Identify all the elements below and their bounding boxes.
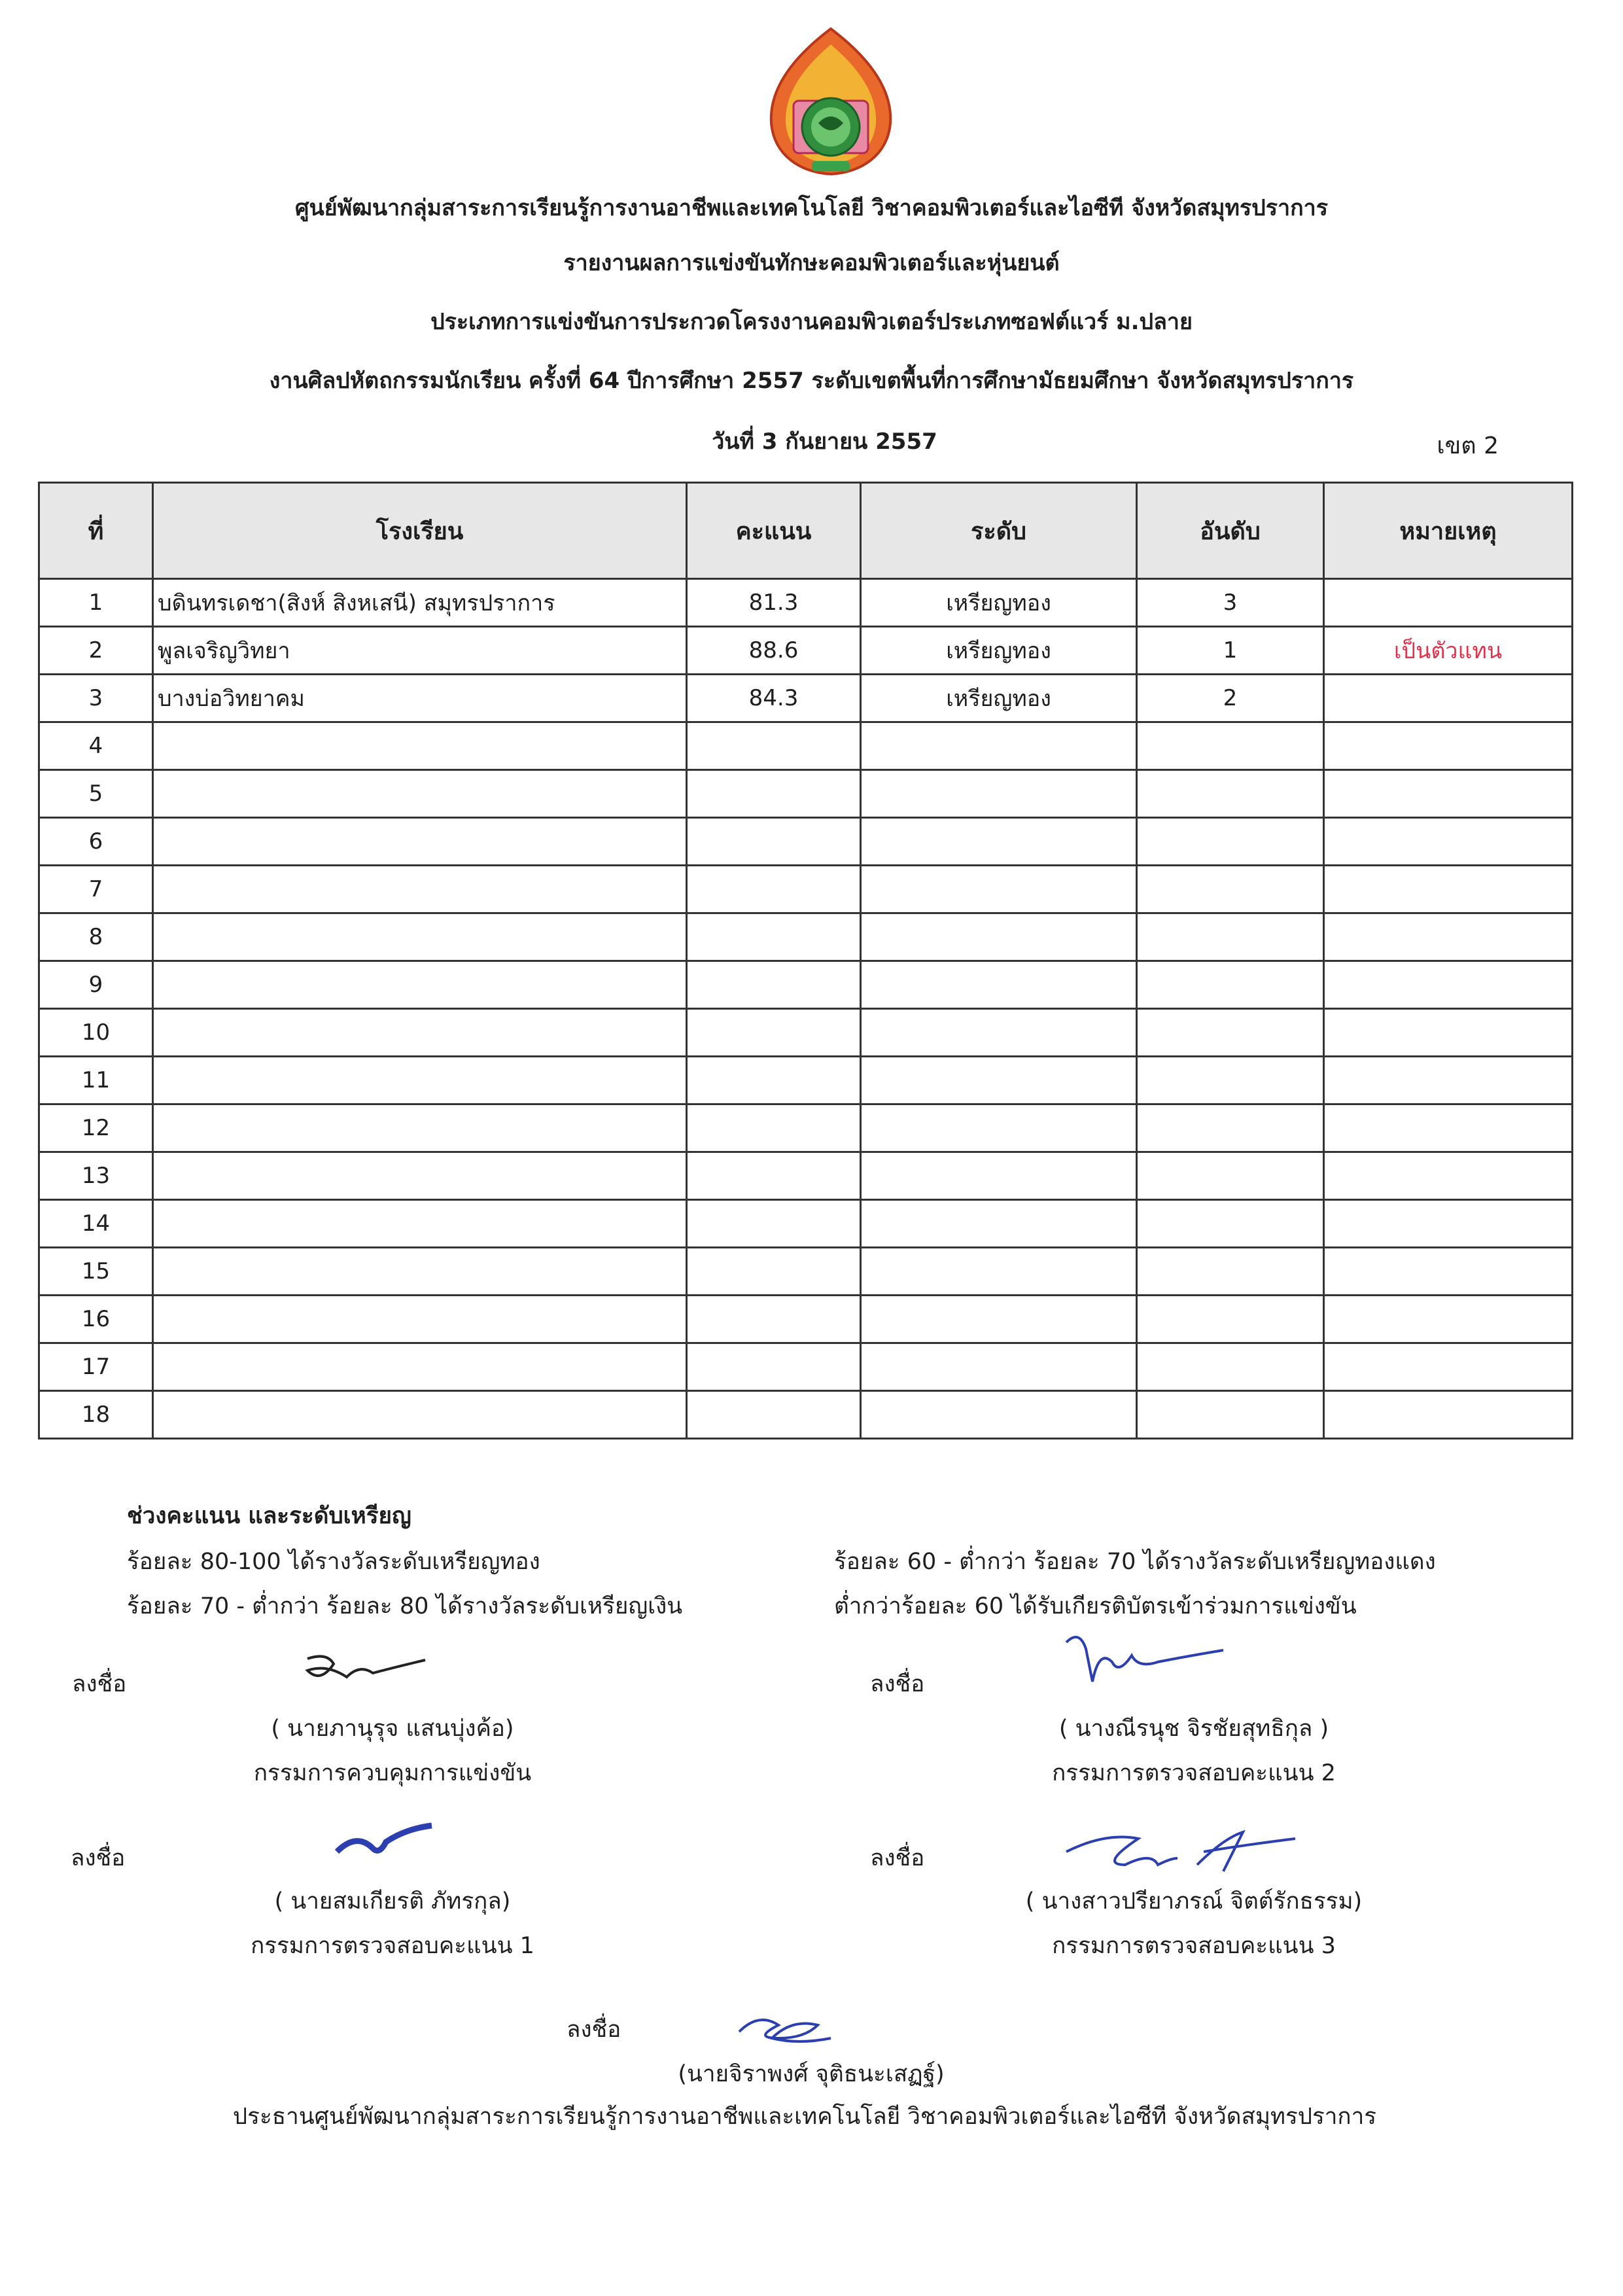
date-line: วันที่ 3 กันยายน 2557 [712,429,937,455]
range-bronze: ร้อยละ 60 - ต่ำกว่า ร้อยละ 70 ได้รางวัลระดับเหรียญทองแดง [834,1549,1436,1575]
cell-school [153,1200,687,1248]
cell-level: เหรียญทอง [861,579,1137,627]
cell-note [1324,818,1573,866]
cell-no: 14 [39,1200,153,1248]
cell-school [153,1009,687,1057]
cell-score [687,866,861,913]
cell-school [153,1248,687,1296]
cell-score [687,818,861,866]
cell-rank [1137,961,1324,1009]
cell-score: 88.6 [687,627,861,675]
header-line-1: ศูนย์พัฒนากลุ่มสาระการเรียนรู้การงานอาชีพและเทคโนโลยี วิชาคอมพิวเตอร์และไอซีที จังหวัดสมุทรปราการ [294,195,1329,221]
cell-no: 17 [39,1343,153,1391]
table-row [39,913,1573,961]
cell-rank [1137,1248,1324,1296]
cell-score [687,1200,861,1248]
signature-4-image [1053,1826,1315,1884]
cell-school [153,1343,687,1391]
signer-3-name: ( นายสมเกียรติ ภัทรกุล) [274,1888,511,1915]
cell-school [153,1296,687,1343]
cell-note [1324,1057,1573,1104]
header-line-4: งานศิลปหัตถกรรมนักเรียน ครั้งที่ 64 ปีการศึกษา 2557 ระดับเขตพื้นที่การศึกษามัธยมศึกษา จังหวัดสมุทรปราการ [269,368,1354,394]
cell-note [1324,722,1573,770]
cell-score [687,770,861,818]
table-row [39,722,1573,770]
cell-score [687,1343,861,1391]
cell-note [1324,1152,1573,1200]
cell-note [1324,1296,1573,1343]
emblem-logo [762,25,899,177]
chair-name: (นายจิราพงศ์ จุติธนะเสฏฐ์) [678,2061,945,2087]
cell-note [1324,1343,1573,1391]
table-row [39,1343,1573,1391]
cell-school [153,913,687,961]
table-row [39,1200,1573,1248]
column-header-rank: อันดับ [1137,483,1324,579]
cell-no: 7 [39,866,153,913]
zone-label: เขต 2 [1437,433,1499,459]
cell-level [861,1009,1137,1057]
range-gold: ร้อยละ 80-100 ได้รางวัลระดับเหรียญทอง [127,1549,540,1575]
chair-role: ประธานศูนย์พัฒนากลุ่มสาระการเรียนรู้การงานอาชีพและเทคโนโลยี วิชาคอมพิวเตอร์และไอซีที จังหวัดสมุทรปราการ [232,2104,1377,2130]
cell-no: 18 [39,1391,153,1439]
table-row [39,675,1573,722]
cell-no: 13 [39,1152,153,1200]
cell-score [687,1104,861,1152]
cell-level [861,961,1137,1009]
cell-level [861,770,1137,818]
column-header-note: หมายเหตุ [1324,483,1573,579]
cell-rank [1137,1343,1324,1391]
cell-rank [1137,913,1324,961]
cell-rank [1137,1057,1324,1104]
cell-score [687,1296,861,1343]
cell-school [153,818,687,866]
results-table-body [39,579,1573,1439]
table-row [39,1104,1573,1152]
cell-school: บางบ่อวิทยาคม [153,675,687,722]
cell-note [1324,1009,1573,1057]
cell-level [861,1343,1137,1391]
signature-2-image [1053,1623,1230,1695]
cell-note [1324,961,1573,1009]
cell-no: 15 [39,1248,153,1296]
cell-score [687,961,861,1009]
cell-school: พูลเจริญวิทยา [153,627,687,675]
cell-school [153,866,687,913]
column-header-score: คะแนน [687,483,861,579]
cell-no: 11 [39,1057,153,1104]
sign-label-1: ลงชื่อ [72,1671,127,1697]
table-row [39,770,1573,818]
cell-score [687,913,861,961]
cell-level [861,818,1137,866]
cell-level [861,1057,1137,1104]
cell-score [687,1009,861,1057]
header-line-3: ประเภทการแข่งขันการประกวดโครงงานคอมพิวเตอร์ประเภทซอฟต์แวร์ ม.ปลาย [430,309,1193,335]
cell-score: 81.3 [687,579,861,627]
cell-rank: 1 [1137,627,1324,675]
cell-level [861,1104,1137,1152]
cell-rank: 2 [1137,675,1324,722]
cell-school [153,1057,687,1104]
signer-2-name: ( นางณีรนุช จิรชัยสุทธิกุล ) [1058,1716,1329,1742]
cell-note [1324,913,1573,961]
cell-level [861,722,1137,770]
cell-score [687,1057,861,1104]
cell-note [1324,579,1573,627]
cell-level [861,1296,1137,1343]
cell-no: 10 [39,1009,153,1057]
cell-score [687,1391,861,1439]
table-row [39,579,1573,627]
cell-no: 6 [39,818,153,866]
sign-label-5: ลงชื่อ [567,2017,621,2043]
cell-rank [1137,1296,1324,1343]
table-header-row [39,483,1573,579]
column-header-level: ระดับ [861,483,1137,579]
cell-score: 84.3 [687,675,861,722]
cell-note [1324,1391,1573,1439]
cell-rank [1137,722,1324,770]
sign-label-4: ลงชื่อ [870,1845,925,1871]
cell-rank [1137,1009,1324,1057]
cell-rank [1137,1104,1324,1152]
table-row [39,866,1573,913]
cell-rank [1137,770,1324,818]
range-participation: ต่ำกว่าร้อยละ 60 ได้รับเกียรติบัตรเข้าร่วมการแข่งขัน [834,1593,1357,1619]
table-row [39,1248,1573,1296]
table-row [39,1057,1573,1104]
cell-no: 3 [39,675,153,722]
cell-no: 12 [39,1104,153,1152]
header-line-2: รายงานผลการแข่งขันทักษะคอมพิวเตอร์และหุ่นยนต์ [563,250,1060,276]
cell-school: บดินทรเดชา(สิงห์ สิงหเสนี) สมุทรปราการ [153,579,687,627]
signer-1-role: กรรมการควบคุมการแข่งขัน [253,1760,532,1786]
sign-label-3: ลงชื่อ [71,1845,126,1871]
range-silver: ร้อยละ 70 - ต่ำกว่า ร้อยละ 80 ได้รางวัลระดับเหรียญเงิน [127,1593,683,1619]
cell-school [153,770,687,818]
cell-no: 5 [39,770,153,818]
cell-school [153,722,687,770]
cell-score [687,1152,861,1200]
cell-no: 8 [39,913,153,961]
cell-level: เหรียญทอง [861,675,1137,722]
cell-score [687,722,861,770]
sign-label-2: ลงชื่อ [870,1671,925,1697]
cell-rank [1137,1200,1324,1248]
table-row [39,818,1573,866]
cell-score [687,1248,861,1296]
cell-no: 1 [39,579,153,627]
table-row [39,1009,1573,1057]
signature-3-image [327,1819,438,1865]
cell-no: 4 [39,722,153,770]
signer-4-name: ( นางสาวปรียาภรณ์ จิตต์รักธรรม) [1025,1888,1363,1915]
cell-note [1324,1200,1573,1248]
table-row [39,627,1573,675]
table-row [39,961,1573,1009]
cell-note [1324,866,1573,913]
cell-level [861,1152,1137,1200]
cell-rank [1137,818,1324,866]
cell-level [861,1200,1137,1248]
cell-rank [1137,1152,1324,1200]
column-header-school: โรงเรียน [153,483,687,579]
cell-note [1324,770,1573,818]
signer-2-role: กรรมการตรวจสอบคะแนน 2 [1052,1760,1336,1786]
cell-level [861,1391,1137,1439]
signer-4-role: กรรมการตรวจสอบคะแนน 3 [1052,1933,1336,1959]
column-header-no: ที่ [39,483,153,579]
cell-rank [1137,1391,1324,1439]
cell-rank: 3 [1137,579,1324,627]
cell-note [1324,1104,1573,1152]
cell-note: เป็นตัวแทน [1324,627,1573,675]
cell-level: เหรียญทอง [861,627,1137,675]
cell-note [1324,1248,1573,1296]
cell-school [153,1104,687,1152]
table-row [39,1296,1573,1343]
signer-1-name: ( นายภานุรุจ แสนบุ่งค้อ) [271,1716,514,1742]
cell-school [153,1152,687,1200]
cell-no: 16 [39,1296,153,1343]
table-row [39,1391,1573,1439]
table-row [39,1152,1573,1200]
results-table [38,482,1573,1439]
cell-level [861,1248,1137,1296]
cell-school [153,1391,687,1439]
signer-3-role: กรรมการตรวจสอบคะแนน 1 [251,1933,534,1959]
cell-rank [1137,866,1324,913]
signature-5-image [733,2012,837,2051]
cell-level [861,866,1137,913]
cell-no: 9 [39,961,153,1009]
signature-1-image [294,1646,445,1691]
cell-note [1324,675,1573,722]
cell-level [861,913,1137,961]
cell-no: 2 [39,627,153,675]
cell-school [153,961,687,1009]
ranges-title: ช่วงคะแนน และระดับเหรียญ [127,1503,411,1529]
